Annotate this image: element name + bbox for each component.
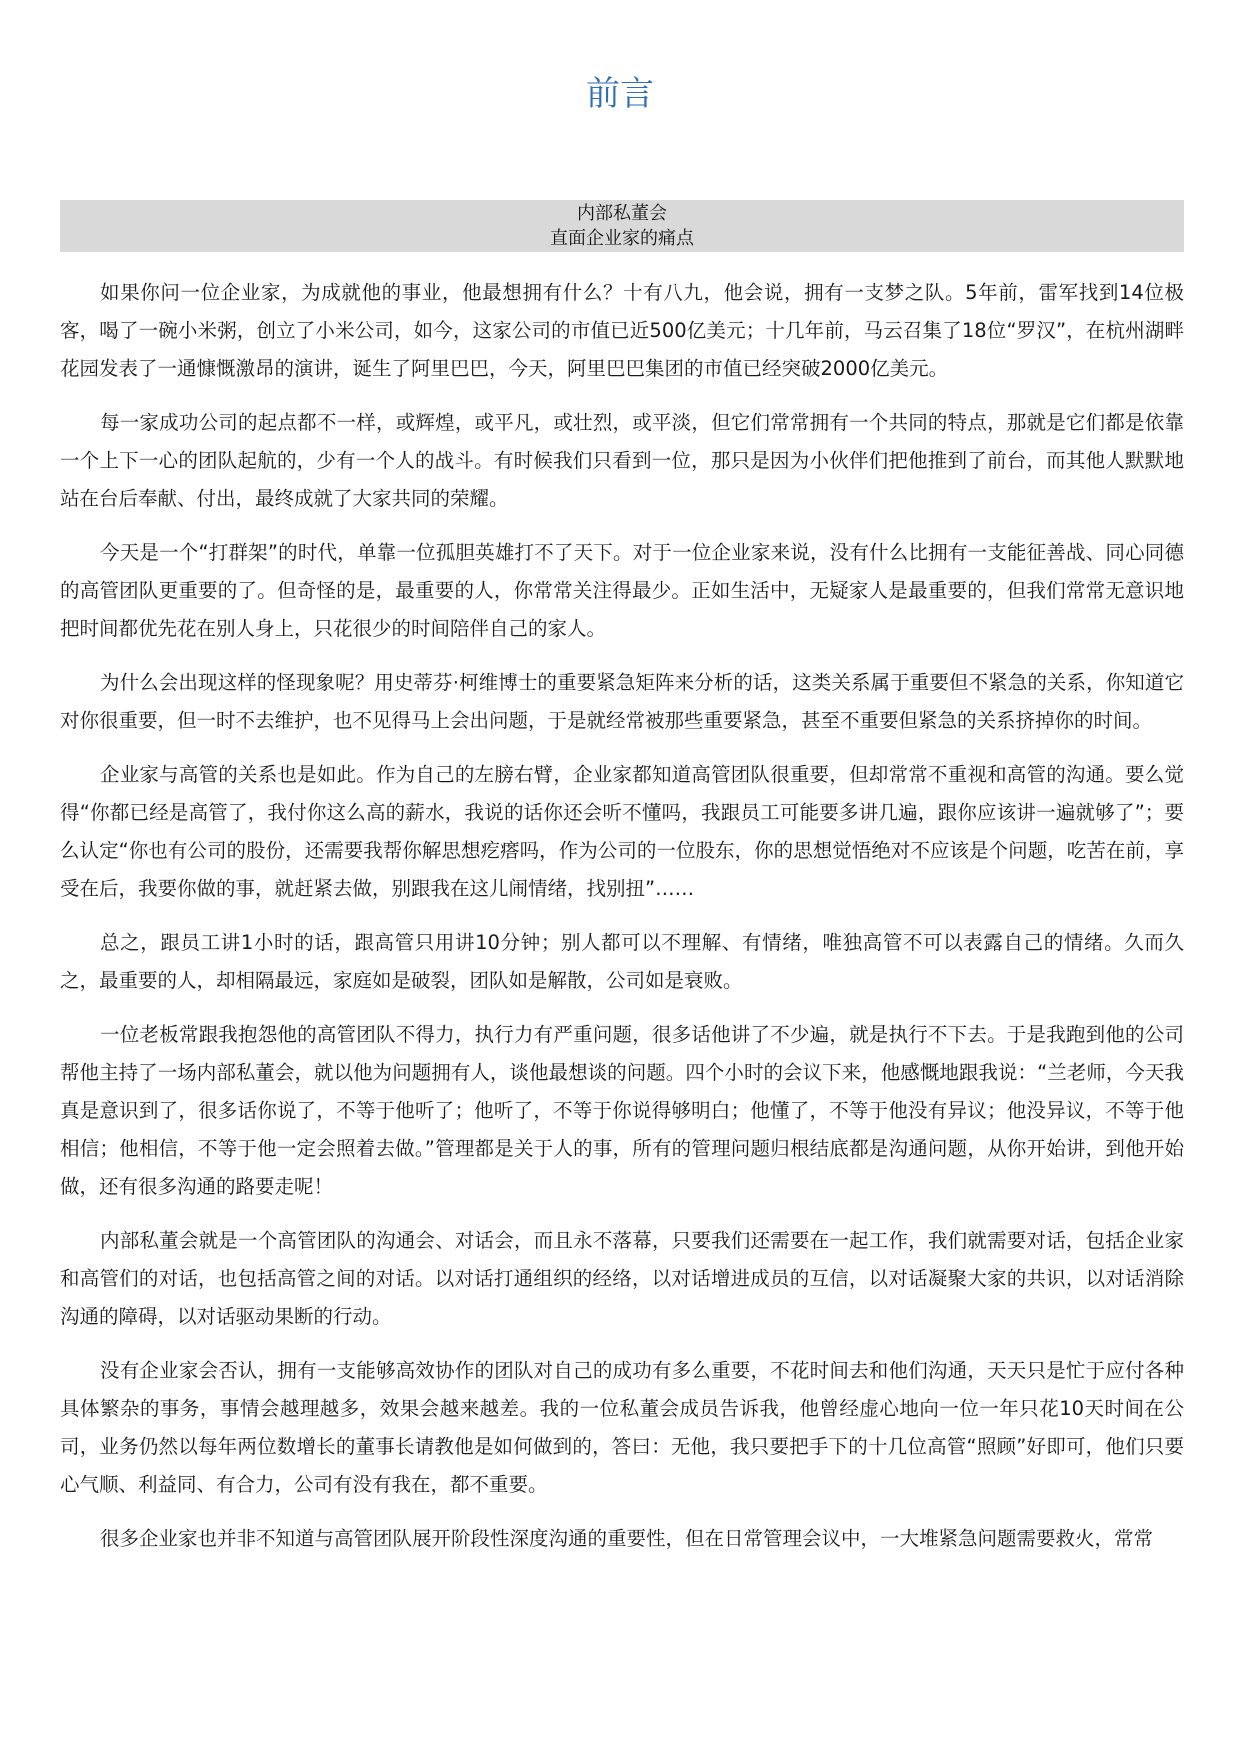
- paragraph-5: 企业家与高管的关系也是如此。作为自己的左膀右臂，企业家都知道高管团队很重要，但却常常不重视和高管的沟通。要么觉得“你都已经是高管了，我付你这么高的薪水，我说的话你还会听不懂吗，我跟员工可能要多讲几遍，跟你应该讲一遍就够了”；要么认定“你也有公司的股份，还需要我帮你解思想疙瘩吗，作为公司的一位股东，你的思想觉悟绝对不应该是个问题，吃苦在前，享受在后，我要你做的事，就赶紧去做，别跟我在这儿闹情绪，找别扭”……: [60, 763, 1184, 900]
- paragraph-10: 很多企业家也并非不知道与高管团队展开阶段性深度沟通的重要性，但在日常管理会议中，一大堆紧急问题需要救火，常常: [100, 1527, 1154, 1550]
- paragraph-2: 每一家成功公司的起点都不一样，或辉煌，或平凡，或壮烈，或平淡，但它们常常拥有一个共同的特点，那就是它们都是依靠一个上下一心的团队起航的，少有一个人的战斗。有时候我们只看到一位，那只是因为小伙伴们把他推到了前台，而其他人默默地站在台后奉献、付出，最终成就了大家共同的荣耀。: [60, 411, 1184, 510]
- page-title: 前言: [586, 74, 654, 114]
- paragraph-3: 今天是一个“打群架”的时代，单靠一位孤胆英雄打不了天下。对于一位企业家来说，没有什么比拥有一支能征善战、同心同德的高管团队更重要的了。但奇怪的是，最重要的人，你常常关注得最少。正如生活中，无疑家人是最重要的，但我们常常无意识地把时间都优先花在别人身上，只花很少的时间陪伴自己的家人。: [60, 541, 1184, 640]
- paragraph-8: 内部私董会就是一个高管团队的沟通会、对话会，而且永不落幕，只要我们还需要在一起工作，我们就需要对话，包括企业家和高管们的对话，也包括高管之间的对话。以对话打通组织的经络，以对话增进成员的互信，以对话凝聚大家的共识，以对话消除沟通的障碍，以对话驱动果断的行动。: [60, 1229, 1184, 1328]
- paragraph-9: 没有企业家会否认，拥有一支能够高效协作的团队对自己的成功有多么重要，不花时间去和他们沟通，天天只是忙于应付各种具体繁杂的事务，事情会越理越多，效果会越来越差。我的一位私董会成员告诉我，他曾经虚心地向一位一年只花10天时间在公司，业务仍然以每年两位数增长的董事长请教他是如何做到的，答曰：无他，我只要把手下的十几位高管“照顾”好即可，他们只要心气顺、利益同、有合力，公司有没有我在，都不重要。: [60, 1359, 1184, 1496]
- paragraph-6: 总之，跟员工讲1小时的话，跟高管只用讲10分钟；别人都可以不理解、有情绪，唯独高管不可以表露自己的情绪。久而久之，最重要的人，却相隔最远，家庭如是破裂，团队如是解散，公司如是衰败。: [60, 931, 1184, 992]
- body-text: [60, 274, 1184, 1574]
- section-banner: [60, 200, 1184, 252]
- paragraph-7: 一位老板常跟我抱怨他的高管团队不得力，执行力有严重问题，很多话他讲了不少遍，就是执行不下去。于是我跑到他的公司帮他主持了一场内部私董会，就以他为问题拥有人，谈他最想谈的问题。四个小时的会议下来，他感慨地跟我说：“兰老师，今天我真是意识到了，很多话你说了，不等于他听了；他听了，不等于你说得够明白；他懂了，不等于他没有异议；他没异议，不等于他相信；他相信，不等于他一定会照着去做。”管理都是关于人的事，所有的管理问题归根结底都是沟通问题，从你开始讲，到他开始做，还有很多沟通的路要走呢！: [60, 1023, 1184, 1198]
- paragraph-4: 为什么会出现这样的怪现象呢？用史蒂芬·柯维博士的重要紧急矩阵来分析的话，这类关系属于重要但不紧急的关系，你知道它对你很重要，但一时不去维护，也不见得马上会出问题，于是就经常被那些重要紧急，甚至不重要但紧急的关系挤掉你的时间。: [60, 671, 1184, 732]
- banner-line-1: 内部私董会: [577, 203, 667, 224]
- paragraph-1: 如果你问一位企业家，为成就他的事业，他最想拥有什么？十有八九，他会说，拥有一支梦之队。5年前，雷军找到14位极客，喝了一碗小米粥，创立了小米公司，如今，这家公司的市值已近500亿美元；十几年前，马云召集了18位“罗汉”，在杭州湖畔花园发表了一通慷慨激昂的演讲，诞生了阿里巴巴，今天，阿里巴巴集团的市值已经突破2000亿美元。: [60, 281, 1184, 380]
- banner-line-2: 直面企业家的痛点: [550, 228, 694, 249]
